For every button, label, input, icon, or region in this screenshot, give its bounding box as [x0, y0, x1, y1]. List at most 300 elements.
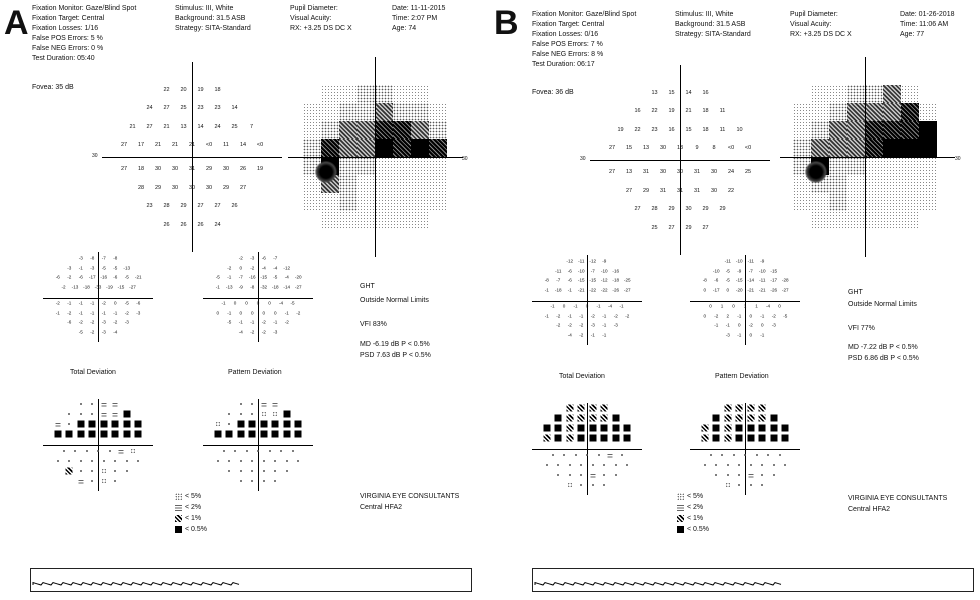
total-deviation-prob-symbol: [100, 431, 107, 438]
pattern-deviation-value: 1: [720, 303, 724, 309]
greyscale-cell: [865, 85, 883, 103]
greyscale-cell: [847, 157, 865, 175]
threshold-value: 22: [163, 86, 170, 93]
threshold-value: 27: [120, 142, 128, 149]
pattern-deviation-value: 0: [273, 310, 277, 315]
device-name: Central HFA2: [360, 504, 403, 511]
pattern-deviation-value: -2: [296, 310, 301, 315]
total-deviation-prob-symbol: [608, 453, 613, 458]
total-deviation-value: -2: [61, 284, 66, 289]
pattern-deviation-value: -8: [250, 284, 255, 289]
threshold-value: 20: [180, 86, 187, 93]
pattern-deviation-value: -17: [712, 287, 720, 292]
header-line: Date: 01-26-2018: [900, 11, 955, 18]
threshold-value: 30: [171, 184, 179, 191]
pattern-deviation-value: -2: [261, 319, 266, 325]
total-deviation-prob-symbol: [546, 464, 548, 466]
legend-swatch: [175, 493, 182, 500]
total-deviation-prob-symbol: [119, 449, 124, 454]
threshold-value: 27: [120, 166, 128, 172]
pattern-deviation-prob-symbol: [240, 413, 242, 415]
total-deviation-prob-symbol: [626, 464, 628, 466]
greyscale-cell: [793, 139, 811, 157]
pattern-deviation-value: 0: [703, 313, 707, 318]
threshold-value: 27: [239, 184, 247, 191]
panel-label: A: [4, 4, 29, 42]
pattern-deviation-prob-symbol: [246, 450, 248, 452]
total-deviation-prob-symbol: [89, 431, 96, 438]
total-deviation-prob-symbol: [543, 425, 550, 432]
greyscale-cell: [393, 121, 411, 139]
gaze-trace-graph: [31, 569, 471, 591]
pattern-deviation-prob-symbol: [228, 470, 230, 472]
pattern-deviation-prob-symbol: [747, 425, 754, 432]
pattern-deviation-value: -17: [770, 277, 778, 283]
threshold-value: 30: [676, 169, 684, 175]
pattern-deviation-value: -18: [271, 284, 279, 289]
pattern-deviation-prob-symbol: [249, 431, 256, 438]
pattern-deviation-prob-symbol: [736, 405, 743, 412]
total-deviation-value: -1: [101, 310, 106, 315]
total-deviation-value: -3: [136, 310, 141, 315]
legend-text: < 0.5%: [185, 526, 207, 533]
pattern-deviation-prob-symbol: [770, 425, 777, 432]
threshold-value: 15: [625, 145, 633, 152]
total-deviation-prob-symbol: [101, 479, 106, 484]
total-deviation-value: -13: [123, 265, 131, 270]
axis-label: 30: [580, 156, 586, 162]
threshold-value: 30: [659, 169, 667, 175]
total-deviation-value: 0: [562, 303, 566, 309]
total-deviation-prob-symbol: [91, 470, 93, 472]
greyscale-cell: [865, 157, 883, 175]
total-deviation-value: -4: [567, 332, 572, 337]
pattern-deviation-prob-symbol: [721, 454, 723, 456]
threshold-value: 27: [214, 203, 221, 210]
threshold-value: 7: [249, 123, 254, 130]
pattern-deviation-value: -2: [250, 265, 255, 270]
total-deviation-prob-symbol: [612, 435, 619, 442]
threshold-value: 31: [642, 169, 650, 175]
threshold-value: 28: [137, 184, 145, 191]
total-deviation-prob-symbol: [578, 405, 585, 412]
total-deviation-prob-symbol: [77, 431, 84, 438]
pattern-deviation-value: -5: [290, 300, 295, 306]
pattern-deviation-value: -10: [758, 268, 766, 273]
threshold-value: 21: [685, 108, 692, 115]
total-deviation-value: -12: [589, 258, 597, 264]
total-deviation-value: -3: [101, 329, 106, 334]
total-deviation-prob-symbol: [601, 425, 608, 432]
total-deviation-prob-symbol: [566, 435, 573, 442]
probability-legend: [175, 491, 207, 535]
total-deviation-prob-symbol: [126, 460, 128, 462]
total-deviation-value: -18: [83, 284, 90, 289]
total-deviation-prob-v-axis: [98, 399, 99, 491]
pattern-deviation-prob-symbol: [273, 402, 278, 407]
pattern-deviation-value: 0: [778, 303, 781, 309]
legend-row: [175, 491, 207, 502]
threshold-value: 21: [129, 123, 136, 130]
pattern-deviation-prob-symbol: [715, 474, 717, 476]
header-line: Stimulus: III, White: [675, 11, 734, 18]
pattern-deviation-prob-symbol: [251, 480, 253, 482]
total-deviation-prob-symbol: [543, 435, 550, 442]
total-deviation-value: -10: [577, 268, 585, 273]
probability-legend: [677, 491, 709, 535]
greyscale-cell: [303, 103, 321, 121]
greyscale-cell: [411, 193, 429, 211]
pattern-deviation-prob-symbol: [724, 415, 731, 422]
gaze-tracking-trace: [532, 568, 974, 592]
pattern-deviation-value: -3: [273, 329, 278, 334]
total-deviation-v-axis: [98, 252, 99, 342]
total-deviation-prob-symbol: [101, 402, 106, 407]
total-deviation-prob-symbol: [569, 464, 571, 466]
threshold-value: 29: [685, 224, 692, 231]
total-deviation-prob-symbol: [89, 421, 96, 428]
total-deviation-prob-symbol: [68, 423, 70, 425]
total-deviation-value: -3: [78, 255, 83, 261]
pattern-deviation-value: -3: [771, 322, 776, 328]
greyscale-cell: [411, 139, 429, 157]
total-deviation-prob-symbol: [598, 454, 600, 456]
pattern-deviation-value: -6: [714, 277, 719, 283]
pattern-deviation-prob-symbol: [713, 435, 720, 442]
total-deviation-prob-symbol: [137, 460, 139, 462]
header-line: Test Duration: 05:40: [32, 55, 95, 62]
header-line: Age: 74: [392, 25, 417, 32]
greyscale-cell: [883, 157, 901, 175]
total-deviation-prob-symbol: [589, 415, 596, 422]
total-deviation-prob-symbol: [80, 403, 82, 405]
total-deviation-prob-symbol: [612, 425, 619, 432]
pattern-deviation-prob-symbol: [759, 415, 766, 422]
pattern-deviation-value: 1: [743, 303, 747, 309]
total-deviation-prob-symbol: [601, 405, 608, 412]
total-deviation-value: -5: [124, 300, 129, 306]
threshold-value: 24: [214, 123, 221, 130]
greyscale-cell: [393, 157, 411, 175]
total-deviation-value: -2: [579, 332, 584, 337]
pattern-deviation-prob-symbol: [759, 425, 766, 432]
total-deviation-value: -18: [554, 287, 562, 292]
pattern-deviation-value: -9: [737, 268, 742, 273]
pattern-deviation-value: -11: [759, 277, 766, 283]
total-deviation-value: -1: [579, 313, 584, 318]
total-deviation-prob-symbol: [603, 484, 605, 486]
blind-spot: [315, 161, 337, 183]
pattern-deviation-value: -27: [294, 284, 302, 289]
threshold-value: 23: [214, 105, 221, 112]
greyscale-cell: [393, 103, 411, 121]
total-deviation-v-axis: [587, 255, 588, 345]
greyscale-cell: [393, 211, 411, 229]
pattern-deviation-value: 0: [239, 310, 243, 315]
pattern-deviation-value: 0: [239, 265, 243, 270]
threshold-value: 16: [702, 89, 709, 96]
total-deviation-prob-symbol: [555, 425, 562, 432]
greyscale-cell: [321, 211, 339, 229]
greyscale-cell: [883, 121, 901, 139]
greyscale-cell: [411, 103, 429, 121]
pattern-deviation-prob-symbol: [761, 484, 763, 486]
pattern-deviation-value: 0: [726, 287, 730, 292]
threshold-value: 11: [223, 142, 229, 149]
greyscale-cell: [829, 175, 847, 193]
pattern-deviation-prob-symbol: [251, 413, 253, 415]
greyscale-v-axis: [375, 57, 376, 257]
greyscale-cell: [919, 139, 937, 157]
greyscale-cell: [321, 85, 339, 103]
greyscale-cell: [357, 85, 375, 103]
total-deviation-value: -1: [78, 310, 83, 315]
pattern-deviation-prob-symbol: [269, 450, 271, 452]
total-deviation-prob-symbol: [63, 450, 65, 452]
threshold-value: 23: [197, 105, 204, 112]
threshold-value: 26: [239, 166, 247, 172]
total-deviation-prob-symbol: [586, 454, 588, 456]
fovea-value: Fovea: 35 dB: [32, 84, 74, 91]
threshold-value: 30: [659, 145, 667, 152]
total-deviation-prob-symbol: [580, 474, 582, 476]
greyscale-cell: [357, 121, 375, 139]
pattern-deviation-prob-symbol: [725, 483, 730, 488]
header-line: Date: 11-11-2015: [392, 5, 446, 12]
greyscale-cell: [847, 175, 865, 193]
total-deviation-prob-symbol: [555, 435, 562, 442]
greyscale-cell: [339, 103, 357, 121]
header-line: Fixation Monitor: Gaze/Blind Spot: [32, 5, 137, 12]
greyscale-cell: [303, 121, 321, 139]
total-deviation-prob-symbol: [86, 450, 88, 452]
header-line: Fixation Monitor: Gaze/Blind Spot: [532, 11, 637, 18]
total-deviation-value: -18: [612, 277, 620, 283]
pattern-deviation-prob-v-axis: [745, 403, 746, 495]
pattern-deviation-value: 1: [755, 303, 758, 309]
legend-swatch: [175, 504, 182, 511]
pattern-deviation-value: -15: [770, 268, 778, 273]
pattern-deviation-value: -5: [273, 274, 278, 280]
pattern-deviation-value: -1: [215, 284, 220, 289]
legend-text: < 5%: [687, 493, 704, 500]
pattern-deviation-prob-symbol: [297, 460, 299, 462]
greyscale-cell: [919, 157, 937, 175]
pattern-deviation-prob-symbol: [274, 480, 276, 482]
threshold-value: 30: [205, 184, 213, 191]
threshold-value: 30: [710, 187, 718, 194]
greyscale-cell: [375, 139, 393, 157]
threshold-value: 24: [727, 169, 735, 175]
pattern-deviation-value: -15: [735, 277, 743, 283]
threshold-value: 30: [188, 184, 196, 191]
threshold-value: 24: [146, 105, 153, 112]
threshold-value: 29: [154, 184, 162, 191]
pattern-deviation-prob-symbol: [263, 480, 265, 482]
threshold-value: 14: [685, 89, 692, 96]
total-deviation-prob-symbol: [123, 431, 130, 438]
total-deviation-prob-symbol: [592, 484, 594, 486]
threshold-value: 29: [642, 187, 650, 194]
total-deviation-value: -1: [619, 303, 624, 309]
threshold-value: 27: [146, 123, 153, 130]
header-col1: [32, 4, 136, 64]
total-deviation-value: -5: [124, 274, 129, 280]
total-deviation-prob-symbol: [580, 464, 582, 466]
greyscale-cell: [429, 193, 447, 211]
pattern-deviation-value: -1: [737, 332, 742, 337]
pattern-deviation-prob-symbol: [750, 464, 752, 466]
greyscale-cell: [901, 175, 919, 193]
threshold-value: <0: [205, 142, 213, 149]
greyscale-cell: [865, 211, 883, 229]
total-deviation-value: -2: [90, 329, 95, 334]
pattern-deviation-prob-symbol: [736, 435, 743, 442]
threshold-value: 13: [676, 145, 684, 152]
pattern-deviation-value: 0: [262, 310, 266, 315]
header-line: Fixation Losses: 0/16: [532, 31, 599, 38]
total-deviation-prob-symbol: [80, 413, 82, 415]
threshold-value: 29: [702, 206, 709, 213]
pattern-deviation-prob-symbol: [249, 421, 256, 428]
greyscale-cell: [411, 175, 429, 193]
greyscale-cell: [811, 211, 829, 229]
ght-title: GHT: [848, 289, 863, 296]
total-deviation-prob-symbol: [103, 460, 105, 462]
total-deviation-prob-symbol: [566, 415, 573, 422]
pattern-deviation-prob-symbol: [738, 464, 740, 466]
legend-text: < 0.5%: [687, 526, 709, 533]
total-deviation-value: -3: [124, 319, 129, 325]
threshold-value: 10: [736, 126, 743, 133]
pattern-deviation-value: 0: [749, 332, 753, 337]
threshold-value: 18: [214, 86, 221, 93]
greyscale-cell: [357, 193, 375, 211]
pattern-deviation-value: -28: [781, 277, 789, 283]
threshold-value: 29: [222, 184, 230, 191]
threshold-value: 27: [197, 203, 204, 210]
total-deviation-prob-symbol: [78, 479, 83, 484]
psd-value: PSD 7.63 dB P < 0.5%: [360, 352, 431, 359]
greyscale-cell: [303, 139, 321, 157]
pattern-deviation-value: -15: [260, 274, 268, 280]
vfi-value: VFI 83%: [360, 321, 387, 328]
total-deviation-value: -15: [117, 284, 125, 289]
greyscale-cell: [321, 139, 339, 157]
pattern-deviation-value: -1: [221, 300, 226, 306]
threshold-value: 21: [163, 123, 170, 130]
total-deviation-prob-symbol: [130, 449, 135, 454]
fovea-value: Fovea: 36 dB: [532, 89, 574, 96]
greyscale-cell: [901, 211, 919, 229]
total-deviation-value: -22: [600, 287, 608, 292]
total-deviation-value: -17: [88, 274, 96, 280]
header-line: RX: +3.25 DS DC X: [790, 31, 852, 38]
greyscale-cell: [339, 175, 357, 193]
threshold-value: 26: [197, 221, 204, 228]
pattern-deviation-prob-symbol: [295, 421, 302, 428]
threshold-value: 19: [617, 126, 624, 133]
greyscale-cell: [357, 175, 375, 193]
pattern-deviation-prob-symbol: [240, 470, 242, 472]
clinic-name: VIRGINIA EYE CONSULTANTS: [360, 493, 460, 500]
pattern-deviation-prob-symbol: [727, 464, 729, 466]
greyscale-cell: [321, 193, 339, 211]
pattern-deviation-prob-symbol: [747, 415, 754, 422]
pattern-deviation-prob-symbol: [251, 403, 253, 405]
pattern-deviation-value: -1: [760, 332, 765, 337]
greyscale-cell: [339, 85, 357, 103]
pattern-deviation-value: -1: [737, 313, 742, 318]
pattern-deviation-value: -4: [273, 265, 278, 270]
total-deviation-prob-symbol: [575, 454, 577, 456]
pattern-deviation-value: -5: [725, 268, 730, 273]
pattern-deviation-prob-symbol: [234, 450, 236, 452]
threshold-value: 25: [231, 123, 238, 130]
pattern-deviation-prob-symbol: [738, 474, 740, 476]
pattern-deviation-value: -9: [238, 284, 243, 289]
pattern-deviation-value: -4: [238, 329, 243, 334]
total-deviation-prob-symbol: [552, 454, 554, 456]
legend-text: < 1%: [185, 515, 202, 522]
threshold-value: 21: [171, 142, 179, 149]
total-deviation-prob-symbol: [589, 425, 596, 432]
total-deviation-prob-symbol: [109, 450, 111, 452]
legend-row: [677, 524, 709, 535]
legend-swatch: [175, 515, 182, 522]
header-col1: [532, 10, 636, 70]
pattern-deviation-prob-symbol: [736, 415, 743, 422]
total-deviation-prob-symbol: [590, 473, 595, 478]
threshold-value: 25: [744, 169, 752, 175]
pattern-deviation-value: -2: [748, 322, 753, 328]
pattern-deviation-value: -1: [227, 274, 232, 280]
threshold-value: 15: [668, 89, 675, 96]
total-deviation-value: -3: [67, 265, 72, 270]
pattern-deviation-value: -1: [273, 319, 278, 325]
header-line: Pupil Diameter:: [790, 11, 838, 18]
pattern-deviation-value: -20: [294, 274, 302, 280]
pattern-deviation-value: 0: [256, 300, 260, 306]
total-deviation-prob-symbol: [54, 431, 61, 438]
greyscale-cell: [883, 139, 901, 157]
total-deviation-label: Total Deviation: [70, 369, 116, 376]
pattern-deviation-prob-symbol: [240, 480, 242, 482]
total-deviation-value: -5: [113, 265, 118, 270]
device-name: Central HFA2: [848, 506, 891, 513]
pattern-deviation-prob-symbol: [782, 425, 789, 432]
panel-label: B: [494, 4, 519, 42]
total-deviation-value: -1: [550, 303, 555, 309]
threshold-value: 28: [651, 206, 658, 213]
pattern-deviation-prob-symbol: [750, 484, 752, 486]
greyscale-cell: [883, 103, 901, 121]
pattern-deviation-value: 0: [268, 300, 271, 306]
legend-row: [677, 513, 709, 524]
greyscale-cell: [919, 103, 937, 121]
pattern-deviation-prob-symbol: [228, 423, 230, 425]
total-deviation-prob-symbol: [101, 469, 106, 474]
pattern-deviation-prob-symbol: [283, 431, 290, 438]
pattern-deviation-value: -3: [725, 332, 730, 337]
threshold-value: 28: [163, 203, 170, 210]
total-deviation-prob-symbol: [113, 402, 118, 407]
threshold-value: 8: [712, 145, 716, 152]
panel-b: [490, 0, 980, 600]
pattern-deviation-value: -11: [747, 258, 754, 264]
total-deviation-value: -7: [590, 268, 595, 273]
greyscale-cell: [339, 211, 357, 229]
